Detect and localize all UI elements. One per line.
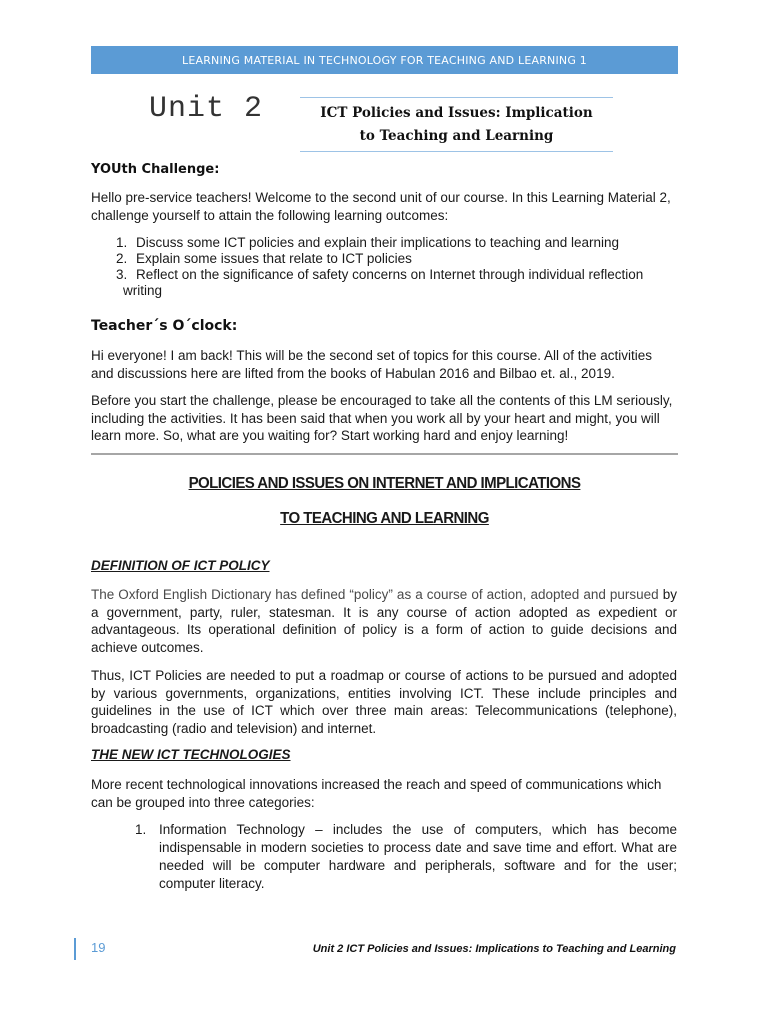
list-text: Reflect on the significance of safety concerns on Internet through individual reflection: [136, 267, 644, 282]
list-number: 3.: [116, 267, 128, 282]
list-text: Discuss some ICT policies and explain their implications to teaching and learning: [136, 235, 620, 250]
header-banner-text: LEARNING MATERIAL IN TECHNOLOGY FOR TEACHING AND LEARNING 1: [182, 53, 587, 67]
definition-heading: DEFINITION OF ICT POLICY: [91, 558, 270, 573]
page-number: 19: [91, 940, 106, 955]
section-divider: [91, 453, 678, 455]
header-banner: [91, 46, 678, 74]
list-number: 1.: [116, 235, 128, 250]
youth-challenge-intro: Hello pre-service teachers! Welcome to the second unit of our course. In this Learning Material 2, challenge yourself to attain the following learning outcomes:: [91, 190, 671, 223]
learning-outcomes-list: [116, 235, 676, 299]
new-tech-list: [135, 821, 677, 893]
list-item-continuation: writing: [123, 283, 163, 298]
list-text: Information Technology – includes the use of computers, which has become indispensable in modern societies to process date and save time and effort. What are needed will be computer hardware and peripherals, software and for the user; computer literacy.: [159, 822, 677, 891]
definition-p1-lead: The Oxford English Dictionary has defined “policy” as a course of action, adopted and pursued: [91, 587, 659, 602]
teachers-oclock-p1: Hi everyone! I am back! This will be the second set of topics for this course. All of the activities and discussions here are lifted from the books of Habulan 2016 and Bilbao et. al., 2019.: [91, 348, 653, 381]
list-text: Explain some issues that relate to ICT policies: [136, 251, 412, 266]
footer-title: Unit 2 ICT Policies and Issues: Implications to Teaching and Learning: [312, 943, 676, 955]
new-tech-intro: More recent technological innovations increased the reach and speed of communications which can be grouped into three categories:: [91, 777, 662, 810]
list-number: 2.: [116, 251, 128, 266]
footer-accent-bar: [74, 938, 76, 960]
list-item: [116, 267, 676, 283]
new-tech-heading: THE NEW ICT TECHNOLOGIES: [91, 747, 291, 762]
main-heading-line1: POLICIES AND ISSUES ON INTERNET AND IMPLICATIONS: [188, 475, 581, 492]
definition-p1-rest: by a government, party, ruler, statesman. It is any course of action adopted as expedient or advantageous. Its operational definition of policy is a form of action to guide decisions and achieve outcomes.: [91, 587, 677, 655]
youth-challenge-heading: YOUth Challenge:: [91, 162, 220, 177]
main-heading-line2: TO TEACHING AND LEARNING: [280, 510, 489, 527]
definition-p1: [91, 586, 677, 656]
teachers-oclock-p2: Before you start the challenge, please be encouraged to take all the contents of this LM seriously, including the activities. It has been said that when you work all by your heart and might, you will learn more. So, what are you waiting for? Start working hard and enjoy learning!: [91, 393, 673, 443]
list-item: [116, 235, 676, 251]
unit-label: Unit 2: [149, 92, 264, 126]
unit-title-line1: ICT Policies and Issues: Implication: [320, 105, 593, 121]
teachers-oclock-heading: Teacher´s O´clock:: [91, 318, 238, 334]
list-item: [116, 251, 676, 267]
unit-title-line2: to Teaching and Learning: [359, 128, 554, 144]
definition-p2: Thus, ICT Policies are needed to put a roadmap or course of actions to be pursued and adopted by various governments, organizations, entities involving ICT. These include principles and guidelines in the use of ICT which over three main areas: Telecommunications (telephone), broadcasting (radio and television) and internet.: [91, 668, 677, 736]
unit-title: [300, 97, 613, 152]
list-number: 1.: [135, 822, 147, 837]
